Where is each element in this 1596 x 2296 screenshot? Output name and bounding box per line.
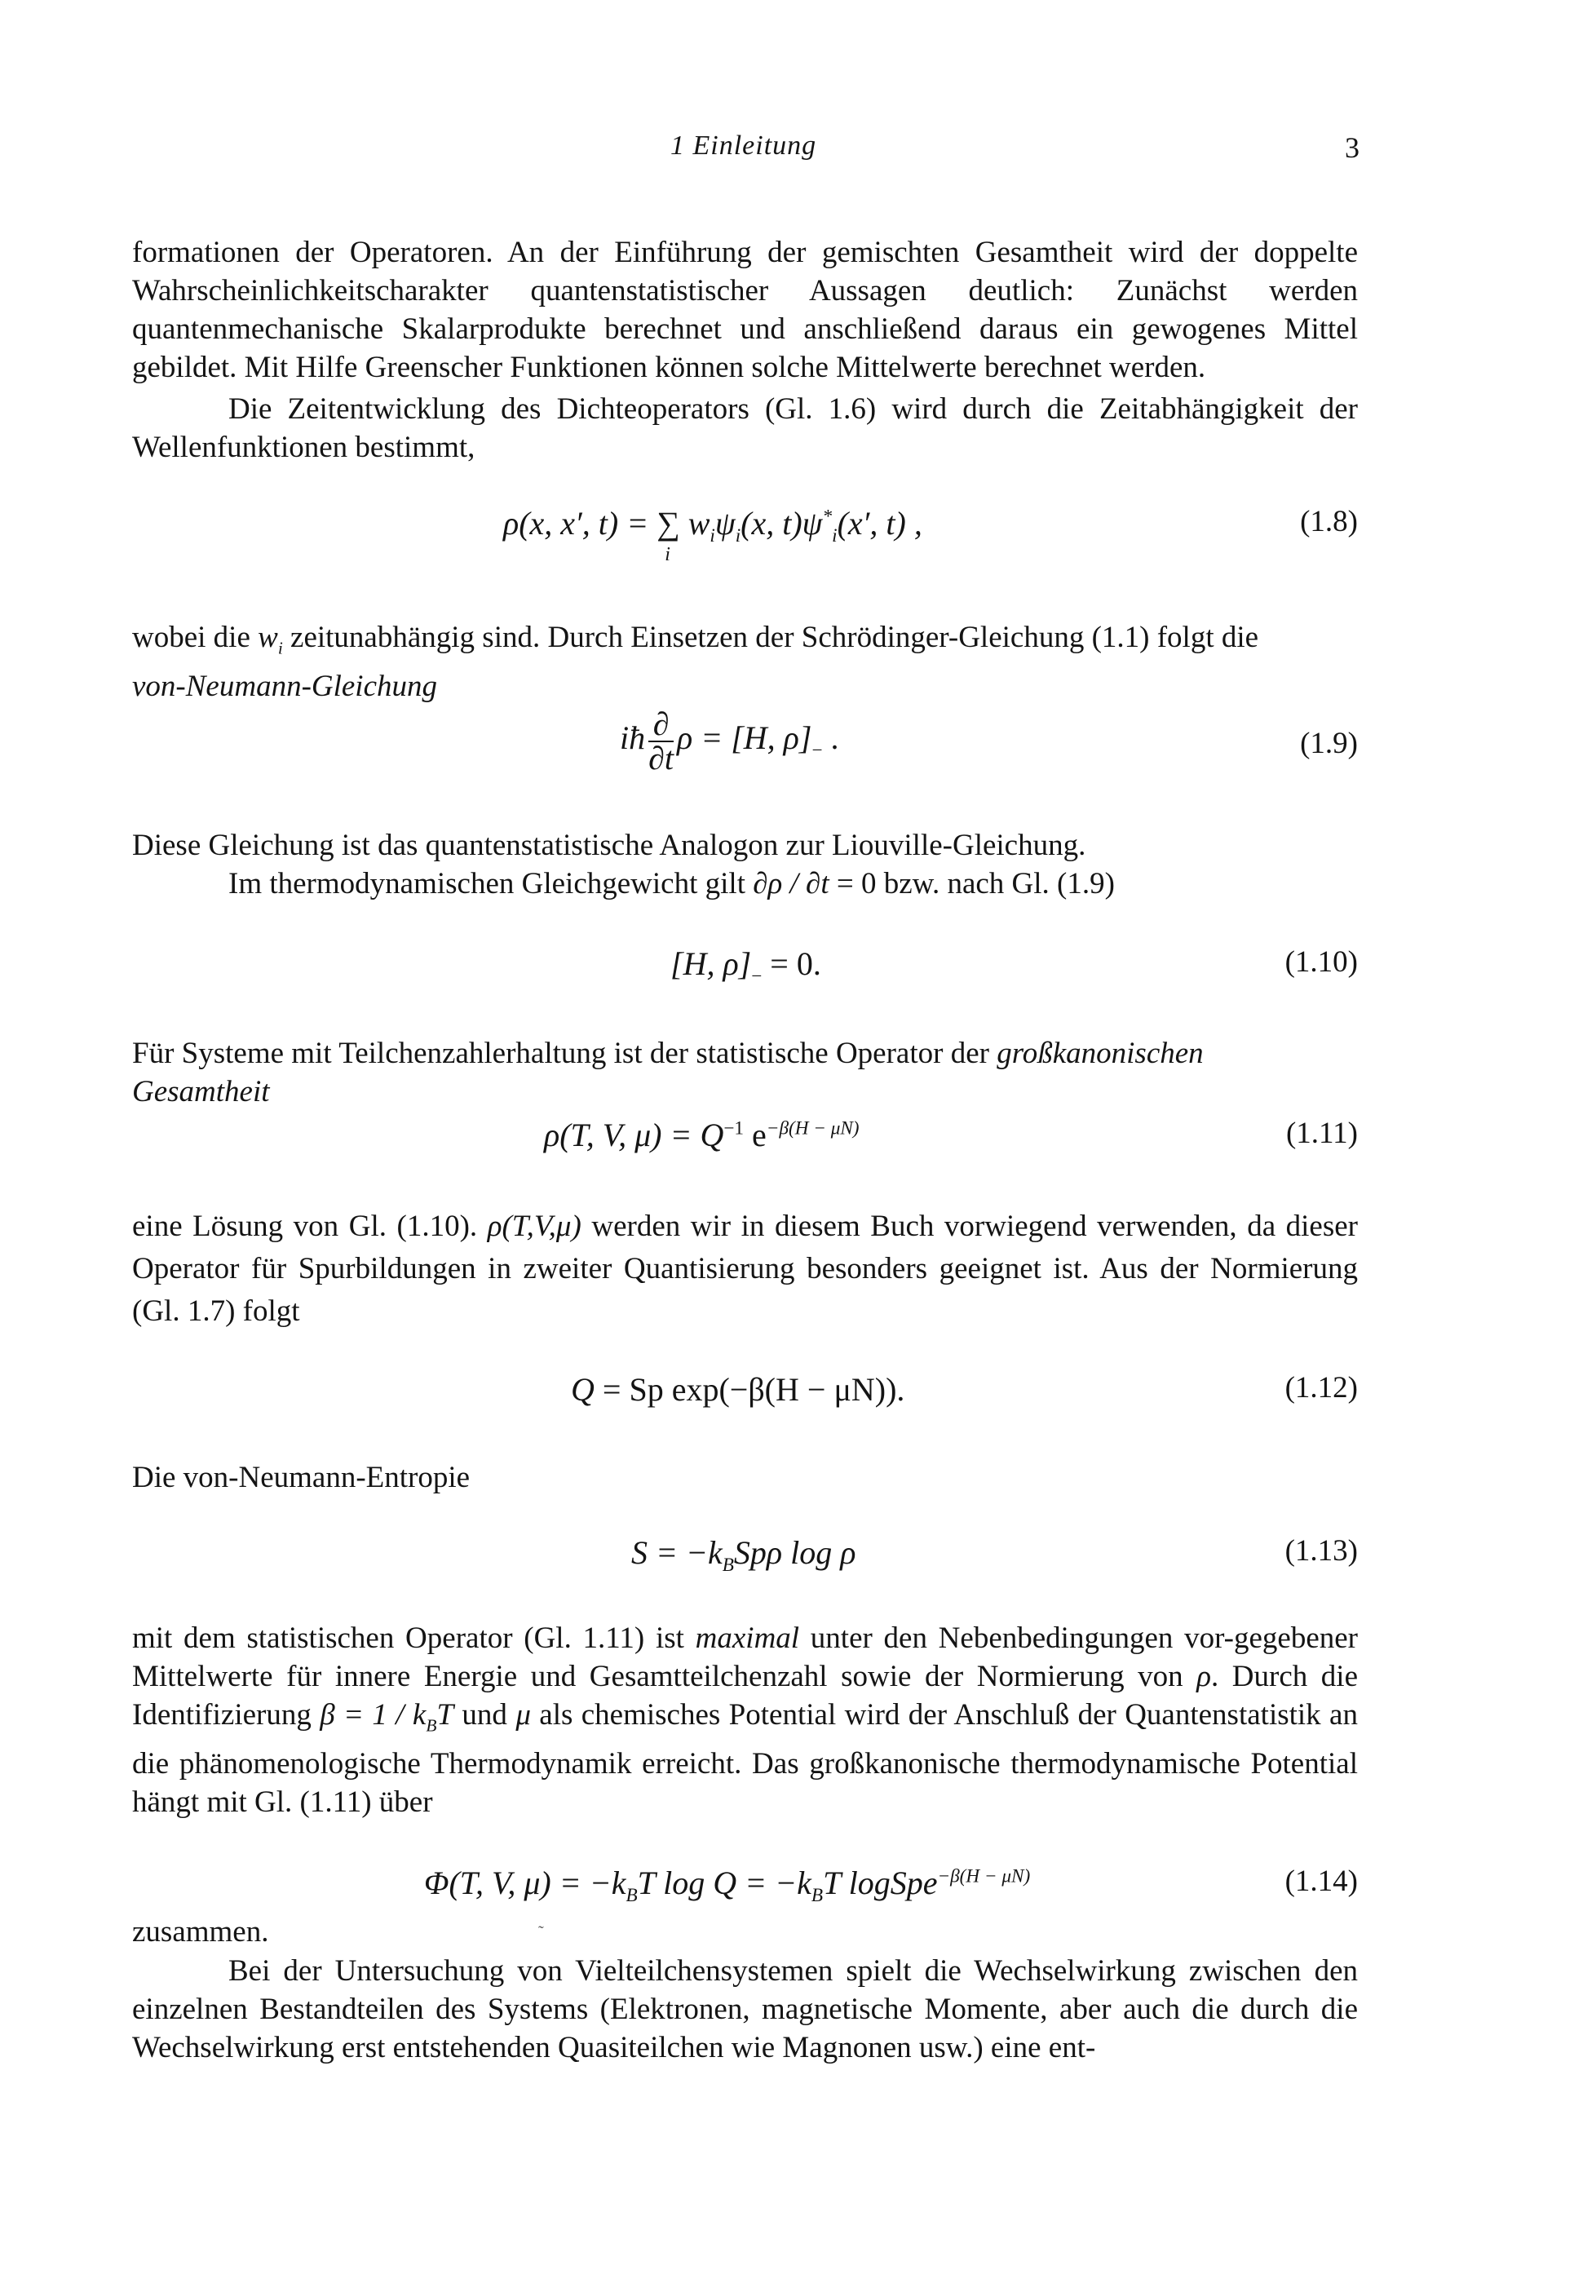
paragraph-many-body: Bei der Untersuchung von Vielteilchensystemen spielt die Wechselwirkung zwischen den einzelnen Bestandteilen des Systems (Elektronen, magnetische Momente, aber auch die durch die Wechselwirkung erst entstehenden Quasiteilchen wie Magnonen usw.) eine ent- bbox=[132, 1954, 1358, 2064]
equation-body: iħ $\frac{\partial}{\partial t}$ ρ = [H, $\rho]_-$ . bbox=[620, 706, 839, 776]
emphasis-term: von-Neumann-Gleichung bbox=[132, 670, 438, 704]
partial-fraction: $\frac{\partial}{\partial t}$ bbox=[648, 706, 674, 776]
equation-body: ρ(T, V, $\mu) = Q^{-1}$ $e^{-\beta(H - \mu N)}$ bbox=[544, 1117, 860, 1153]
equation-1-8 bbox=[132, 504, 1358, 565]
paragraph-equilibrium: Im thermodynamischen Gleichgewicht gilt ∂ρ / ∂t = 0 bzw. nach Gl. (1.9) bbox=[228, 867, 1115, 900]
equation-number: (1.11) bbox=[1285, 1117, 1358, 1150]
equation-1-11 bbox=[132, 1116, 1358, 1165]
paragraph-grand-canonical: Für Systeme mit Teilchenzahlerhaltung ist der statistische Operator der großkanonischen Gesamtheit bbox=[132, 1037, 1204, 1108]
equation-1-12 bbox=[132, 1370, 1358, 1419]
running-head: 1 Einleitung bbox=[670, 131, 817, 161]
equation-1-9 bbox=[132, 708, 1358, 781]
paragraph-liouville: Diese Gleichung ist das quantenstatistische Analogon zur Liouville-Gleichung. bbox=[132, 829, 1086, 862]
page-header bbox=[0, 131, 1596, 171]
paragraph-operators bbox=[132, 233, 1358, 387]
paragraph-maximal: mit dem statistischen Operator (Gl. 1.11) ist maximal unter den Nebenbedingungen vor-gegebener Mittelwerte für innere Energie und Gesamtteilchenzahl sowie der Normierung von ρ. Durch die Identifizierung $\beta = 1 / k_BT$ und μ als chemisches Potential wird der Anschluß der Quantenstatistik an die phänomenologische Thermodynamik erreicht. Das großkanonische thermodynamische Potential hängt mit Gl. (1.11) über bbox=[132, 1621, 1358, 1820]
stray-mark: ˜ bbox=[538, 1923, 544, 1941]
equation-number: (1.12) bbox=[1284, 1371, 1358, 1405]
equation-number: (1.8) bbox=[1300, 505, 1358, 538]
paragraph-text: Die Zeitentwicklung des Dichteoperators (Gl. 1.6) wird durch die Zeitabhängigkeit der Wellenfunktionen bestimmt, bbox=[132, 392, 1358, 464]
paragraph-entropy-intro: Die von-Neumann-Entropie bbox=[132, 1461, 471, 1494]
equation-body: $S = -k_BSp\rho$ log ρ bbox=[631, 1534, 856, 1576]
equation-body: [H, $\rho]_- = 0$. bbox=[670, 945, 821, 987]
paragraph-text: formationen der Operatoren. An der Einführung der gemischten Gesamtheit wird der doppelte Wahrscheinlichkeitscharakter quantenstatistischer Aussagen deutlich: Zunächst werden quantenmechanische Skalarprodukte berechnet und anschließend daraus ein gewogenes Mittel gebildet. Mit Hilfe Greenscher Funktionen können solche Mittelwerte berechnet werden. bbox=[132, 236, 1358, 384]
equation-1-14 bbox=[132, 1864, 1358, 1913]
paragraph-together: zusammen. bbox=[132, 1915, 269, 1949]
equation-number: (1.14) bbox=[1284, 1865, 1358, 1898]
paragraph-time-evolution bbox=[132, 390, 1358, 467]
equation-number: (1.9) bbox=[1300, 727, 1358, 760]
equation-number: (1.13) bbox=[1284, 1534, 1358, 1568]
equation-body: Q = Sp exp(−β(H − μN)). bbox=[571, 1371, 905, 1408]
equation-number: (1.10) bbox=[1284, 945, 1358, 979]
page-number: 3 bbox=[1345, 131, 1359, 164]
paragraph-solution: eine Lösung von Gl. (1.10). ρ(T,V,μ) werden wir in diesem Buch vorwiegend verwenden, da dieser Operator für Spurbildungen in zweiter Quantisierung besonders geeignet ist. Aus der Normierung (Gl. 1.7) folgt bbox=[132, 1210, 1358, 1328]
sum-sign: ∑ i bbox=[657, 505, 680, 565]
equation-body: Φ(T, V, $\mu) = -k_BT$ $\log Q = -k_BT$ logSpe$^{-\beta(H - \mu N)}$ bbox=[424, 1865, 1031, 1906]
equation-body: ρ(x, x′, t) = ∑ i $w_i\psi_i(x$, $t)\psi^*_i(x'$, t) , bbox=[503, 505, 922, 565]
equation-1-13 bbox=[132, 1533, 1358, 1582]
paragraph-von-neumann: wobei die $w_i$ zeitunabhängig sind. Durch Einsetzen der Schrödinger-Gleichung (1.1) folgt die von-Neumann-Gleichung bbox=[132, 621, 1259, 704]
equation-1-10 bbox=[132, 945, 1358, 993]
